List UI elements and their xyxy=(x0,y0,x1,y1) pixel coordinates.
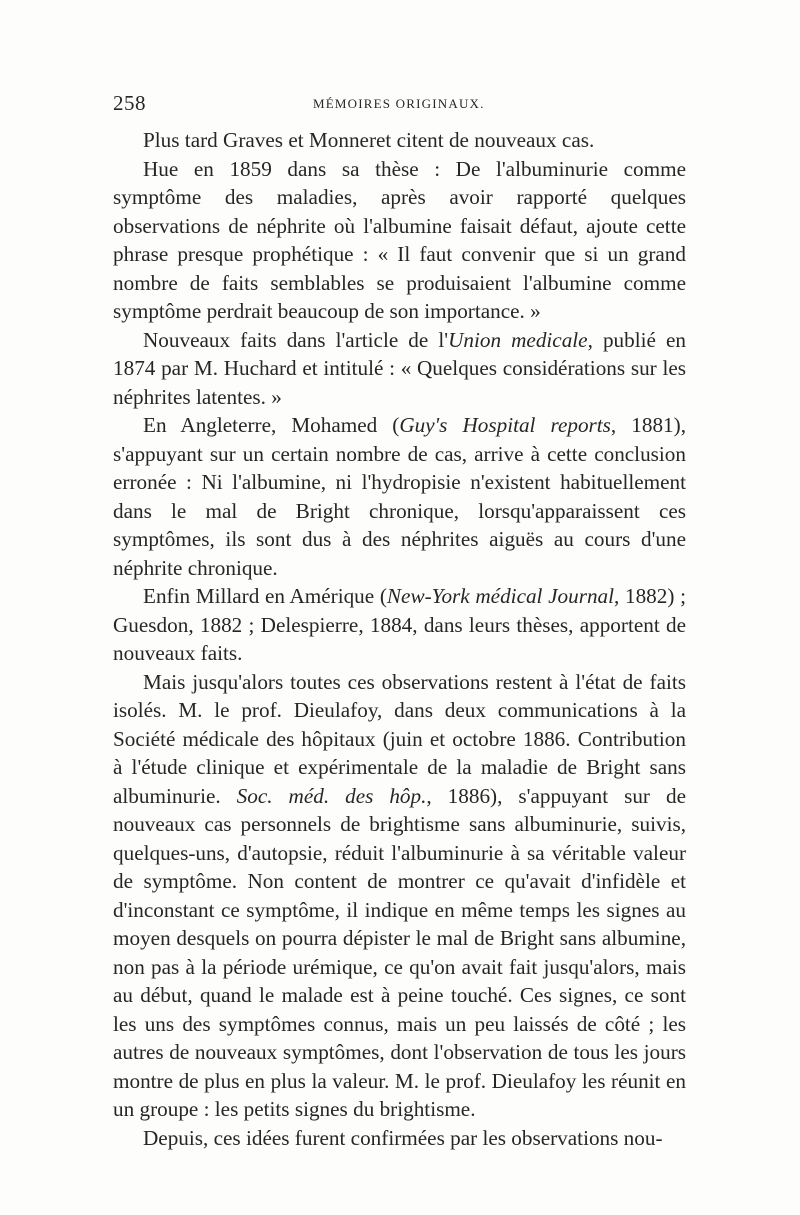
body-text xyxy=(113,126,686,1152)
page-number: 258 xyxy=(113,91,146,115)
running-header xyxy=(113,91,693,121)
text-run: Nouveaux faits dans l'article de l' xyxy=(143,327,449,352)
paragraph xyxy=(113,1124,686,1153)
paragraph xyxy=(113,155,686,326)
paragraph xyxy=(113,582,686,668)
text-run: , 1886), s'appuyant sur de nouveaux cas personnels de brightisme sans albuminurie, suivis, quelques-uns, d'autopsie, réduit l'albuminurie à sa véritable valeur de symptôme. Non content de montrer ce qu'avait d'infidèle et d'inconstant ce symptôme, il indique en même temps les signes au moyen desquels on pourra dépister le mal de Bright sans albumine, non pas à la période urémique, ce qu'on avait fait jusqu'alors, mais au début, quand le malade est à peine touché. Ces signes, ce sont les uns des symptômes connus, mais un peu laissés de côté ; les autres de nouveaux symptômes, dont l'observation de tous les jours montre de plus en plus la valeur. M. le prof. Dieulafoy les réunit en un groupe : les petits signes du brightisme. xyxy=(113,783,686,1121)
journal-title: Guy's Hospital reports xyxy=(399,413,611,437)
journal-title: Soc. méd. des hôp. xyxy=(236,783,427,808)
text-run: En Angleterre, Mohamed ( xyxy=(143,413,400,437)
paragraph xyxy=(113,668,686,1124)
running-title: MÉMOIRES ORIGINAUX. xyxy=(313,96,485,111)
text-run: Depuis, ces idées furent confirmées par les observations nou- xyxy=(143,1125,663,1150)
text-run: Plus tard Graves et Monneret citent de nouveaux cas. xyxy=(143,128,595,152)
text-run: Enfin Millard en Amérique ( xyxy=(143,584,387,608)
paragraph xyxy=(113,326,686,412)
paragraph xyxy=(113,411,686,582)
text-run: Mais jusqu'alors toutes ces observations restent à l'état de faits isolés. M. le prof. Dieulafoy, dans deux communications à la Société médicale des hôpitaux (juin et octobre 1886. Contribution à l'étude clinique et expérimentale de la maladie de Bright sans albuminurie. xyxy=(113,669,686,808)
text-run: , 1881), s'appuyant sur un certain nombre de cas, arrive à cette conclusion erronée : Ni l'albumine, ni l'hydropisie n'existent habituellement dans le mal de Bright chronique, lorsqu'apparaissent ces symptômes, ils sont dus à des néphrites aiguës au cours d'une néphrite chronique. xyxy=(113,413,686,580)
text-run: , publié en 1874 par M. Huchard et intitulé : « Quelques considérations sur les néphrites latentes. » xyxy=(113,327,686,409)
paragraph xyxy=(113,126,686,155)
journal-title: New-York médical Journal xyxy=(386,584,615,608)
text-run: , 1882) ; Guesdon, 1882 ; Delespierre, 1884, dans leurs thèses, apportent de nouveaux faits. xyxy=(113,584,686,665)
journal-title: Union medicale xyxy=(448,327,588,352)
text-run: Hue en 1859 dans sa thèse : De l'albuminurie comme symptôme des maladies, après avoir rapporté quelques observations de néphrite où l'albumine faisait défaut, ajoute cette phrase presque prophétique : « Il faut convenir que si un grand nombre de faits semblables se produisaient l'albumine comme symptôme perdrait beaucoup de son importance. » xyxy=(113,156,686,323)
